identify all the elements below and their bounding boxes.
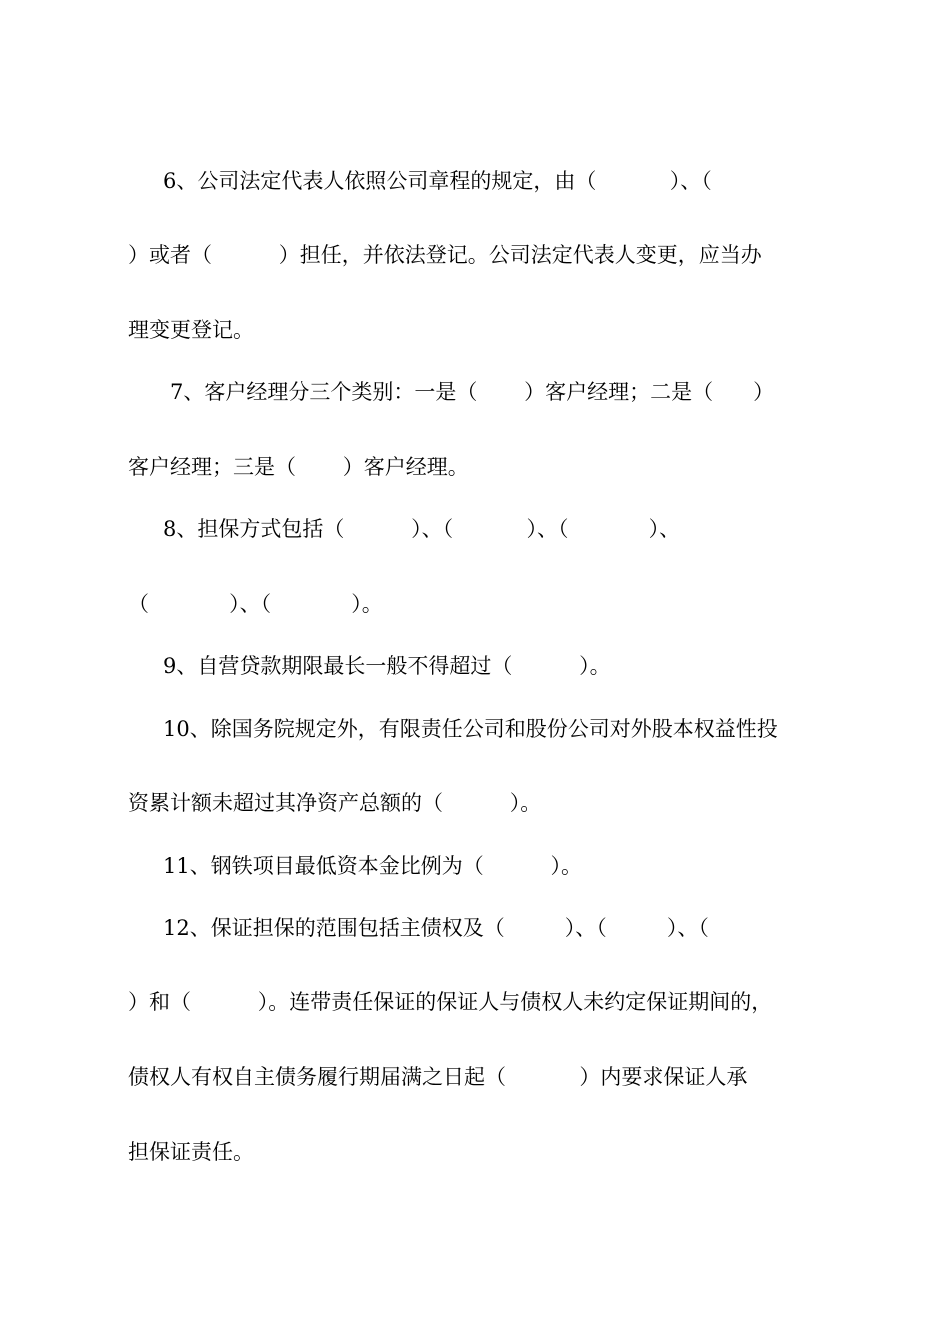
question-7-line-1: 7、客户经理分三个类别：一是（ ）客户经理；二是（ ） — [170, 380, 775, 404]
question-7-line-2: 客户经理；三是（ ）客户经理。 — [128, 455, 469, 479]
question-12-line-1: 12、保证担保的范围包括主债权及（ ）、（ ）、（ — [163, 916, 709, 940]
question-10-line-2: 资累计额未超过其净资产总额的（ ）。 — [128, 791, 542, 815]
question-11-line-1: 11、钢铁项目最低资本金比例为（ ）。 — [163, 854, 582, 878]
question-10-line-1: 10、除国务院规定外，有限责任公司和股份公司对外股本权益性投 — [163, 717, 778, 741]
question-6-line-2: ）或者（ ）担任，并依法登记。公司法定代表人变更，应当办 — [128, 243, 762, 267]
question-8-line-1: 8、担保方式包括（ ）、（ ）、（ ）、 — [163, 517, 681, 541]
question-12-line-4: 担保证责任。 — [128, 1140, 254, 1164]
question-8-line-2: （ ）、（ ）。 — [128, 592, 383, 616]
question-12-line-3: 债权人有权自主债务履行期届满之日起（ ）内要求保证人承 — [128, 1065, 748, 1089]
question-6-line-1: 6、公司法定代表人依照公司章程的规定，由（ ）、（ — [163, 169, 712, 193]
question-6-line-3: 理变更登记。 — [128, 318, 254, 342]
question-9-line-1: 9、自营贷款期限最长一般不得超过（ ）。 — [163, 654, 611, 678]
question-12-line-2: ）和（ ）。连带责任保证的保证人与债权人未约定保证期间的， — [128, 990, 773, 1014]
